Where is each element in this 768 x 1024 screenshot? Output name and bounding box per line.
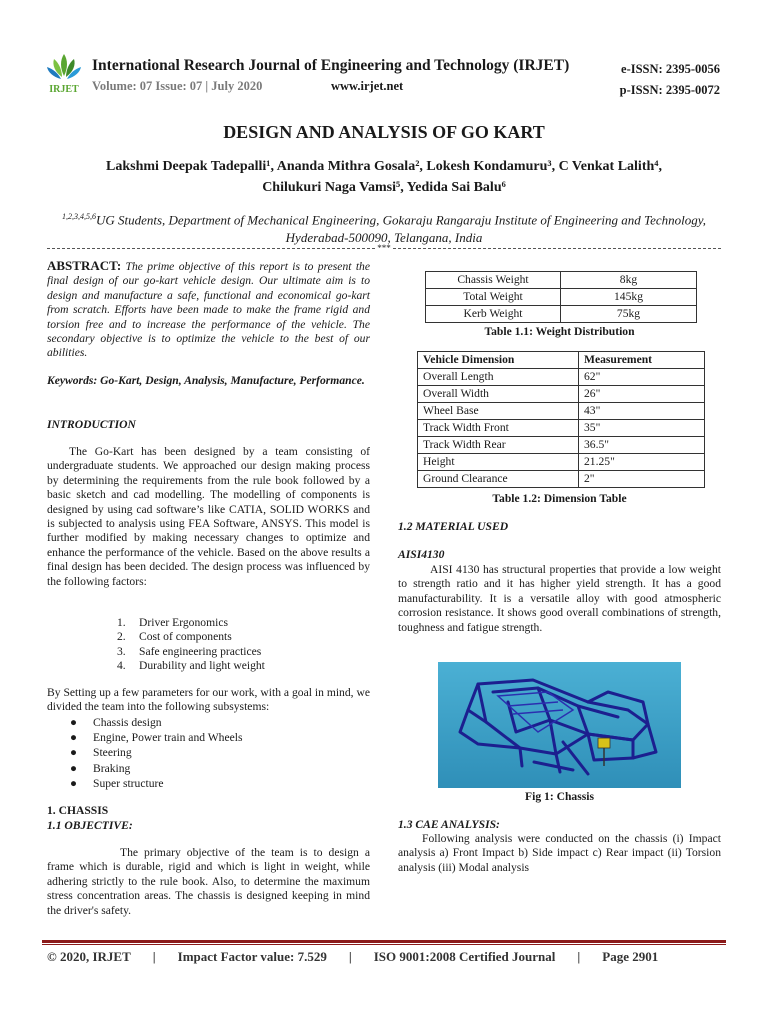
journal-name: International Research Journal of Engineering and Technology (IRJET) [92, 57, 570, 74]
abstract-label: ABSTRACT: [47, 258, 122, 273]
footer-iso: ISO 9001:2008 Certified Journal [373, 949, 556, 964]
dimension-table-caption: Table 1.2: Dimension Table [492, 492, 627, 505]
issn-block [620, 59, 720, 101]
footer-separator: | [348, 949, 352, 964]
dimension-table [417, 351, 705, 488]
affiliation [40, 208, 728, 247]
footer-copyright: © 2020, IRJET [47, 949, 131, 964]
list-item: 2. Cost of components [117, 630, 232, 644]
footer-page-number: Page 2901 [602, 949, 659, 964]
bullet-icon: ● [70, 776, 78, 790]
footer-separator: | [152, 949, 156, 964]
table-header-row: Vehicle Dimension Measurement [418, 352, 705, 369]
subsystems-intro: By Setting up a few parameters for our work, with a goal in mind, we divided the team into the following subsystems: [47, 686, 370, 714]
cae-paragraph: Following analysis were conducted on the chassis (i) Impact analysis a) Front Impact b) Side impact c) Rear impact (ii) Torsion analysis (iii) Modal analysis [398, 832, 721, 874]
section-separator [47, 243, 721, 253]
list-item: ● Steering [70, 746, 132, 760]
table-row: Track Width Front 35" [418, 420, 705, 437]
authors-line-1: Lakshmi Deepak Tadepalli¹, Ananda Mithra Gosala², Lokesh Kondamuru³, C Venkat Lalith⁴, [106, 159, 662, 174]
abstract-text: The prime objective of this report is to present the final design of our go-kart vehicle design. Our ultimate aim is to design and manufacture a safe, functional and economical go-kart from scratch. Efforts have been made to make the frame rigid and torsion free and to increase the performance of the vehicle. The secondary objective is to optimize the vehicle to the best of our abilities. [47, 260, 370, 360]
bullet-icon: ● [70, 716, 78, 729]
footer-rule-thin [42, 944, 726, 945]
figure-caption: Fig 1: Chassis [525, 790, 594, 803]
separator-stars: *** [377, 243, 391, 253]
bullet-icon: ● [70, 731, 78, 745]
volume-issue: Volume: 07 Issue: 07 | July 2020 [92, 79, 263, 93]
aisi-paragraph: AISI 4130 has structural properties that provide a low weight to strength ratio and it has higher yield strength. It has a good manufacturability. It is a versatile alloy with good atmospheric corrosion resistance. It shows good overall combinations of strength, toughness and fatigue strength. [398, 563, 721, 634]
objective-paragraph: The primary objective of the team is to design a frame which is durable, rigid and which is light in weight, while adhering strictly to the rule book. Also, to determine the maximum stress concentration areas. The chassis is designed keeping in mind the driver's safety. [47, 846, 370, 917]
objective-heading: 1.1 OBJECTIVE: [47, 819, 133, 832]
table-row: Ground Clearance 2" [418, 471, 705, 488]
authors [40, 156, 728, 198]
aisi-heading: AISI4130 [398, 548, 445, 561]
list-item: ● Super structure [70, 776, 164, 790]
list-item: ● Chassis design [70, 716, 162, 729]
design-factors-list [117, 616, 265, 674]
list-item: 3. Safe engineering practices [117, 644, 262, 658]
list-item: 1. Driver Ergonomics [117, 616, 228, 629]
table-row: Height 21.25" [418, 454, 705, 471]
chassis-heading: 1. CHASSIS [47, 804, 109, 817]
cae-heading: 1.3 CAE ANALYSIS: [398, 818, 500, 831]
table-row: Wheel Base 43" [418, 403, 705, 420]
list-item: ● Braking [70, 761, 131, 775]
p-issn: p-ISSN: 2395-0072 [619, 83, 720, 97]
weight-table [425, 271, 697, 323]
chassis-figure [438, 662, 681, 788]
introduction-paragraph: The Go-Kart has been designed by a team consisting of undergraduate students. We approached our design making process by determining the requirements from the rule book followed by a basic sketch and cad modelling. The modelling of components is designed by using cad software’s like CATIA, SOLID WORKS and is subjected to analysis using FEA Software, ANSYS. This model is further modified by making necessary changes to optimize and enhance the performance of the vehicle. Based on the above results a final design has been decided. The design process was influenced by the following factors: [47, 445, 370, 588]
keywords: Keywords: Go-Kart, Design, Analysis, Manufacture, Performance. [47, 374, 365, 387]
weight-table-caption: Table 1.1: Weight Distribution [484, 325, 635, 338]
affiliation-text: UG Students, Department of Mechanical Engineering, Gokaraju Rangaraju Institute of Engineering and Technology, Hyderabad-500090, Telangana, India [95, 212, 707, 246]
e-issn: e-ISSN: 2395-0056 [621, 62, 720, 76]
subsystems-list [70, 715, 243, 791]
table-row: Total Weight 145kg [426, 289, 697, 306]
table-row: Track Width Rear 36.5" [418, 437, 705, 454]
table-row: Overall Length 62" [418, 369, 705, 386]
journal-website[interactable]: www.irjet.net [331, 79, 404, 93]
list-item: ● Engine, Power train and Wheels [70, 731, 243, 745]
bullet-icon: ● [70, 761, 78, 775]
bullet-icon: ● [70, 746, 78, 760]
table-row: Chassis Weight 8kg [426, 272, 697, 289]
paper-title: DESIGN AND ANALYSIS OF GO KART [223, 122, 545, 142]
material-heading: 1.2 MATERIAL USED [398, 520, 509, 533]
introduction-heading: INTRODUCTION [47, 418, 136, 431]
irjet-logo [42, 50, 86, 96]
svg-text:IRJET: IRJET [49, 84, 79, 95]
footer-impact-factor: Impact Factor value: 7.529 [177, 949, 327, 964]
footer-separator: | [577, 949, 581, 964]
table-row: Kerb Weight 75kg [426, 306, 697, 323]
page-footer [47, 949, 721, 965]
table-row: Overall Width 26" [418, 386, 705, 403]
authors-line-2: Chilukuri Naga Vamsi⁵, Yedida Sai Balu⁶ [262, 180, 506, 195]
list-item: 4. Durability and light weight [117, 659, 265, 673]
footer-rule [42, 940, 726, 943]
abstract [47, 259, 370, 361]
affiliation-superscript: 1,2,3,4,5,6 [61, 212, 96, 221]
